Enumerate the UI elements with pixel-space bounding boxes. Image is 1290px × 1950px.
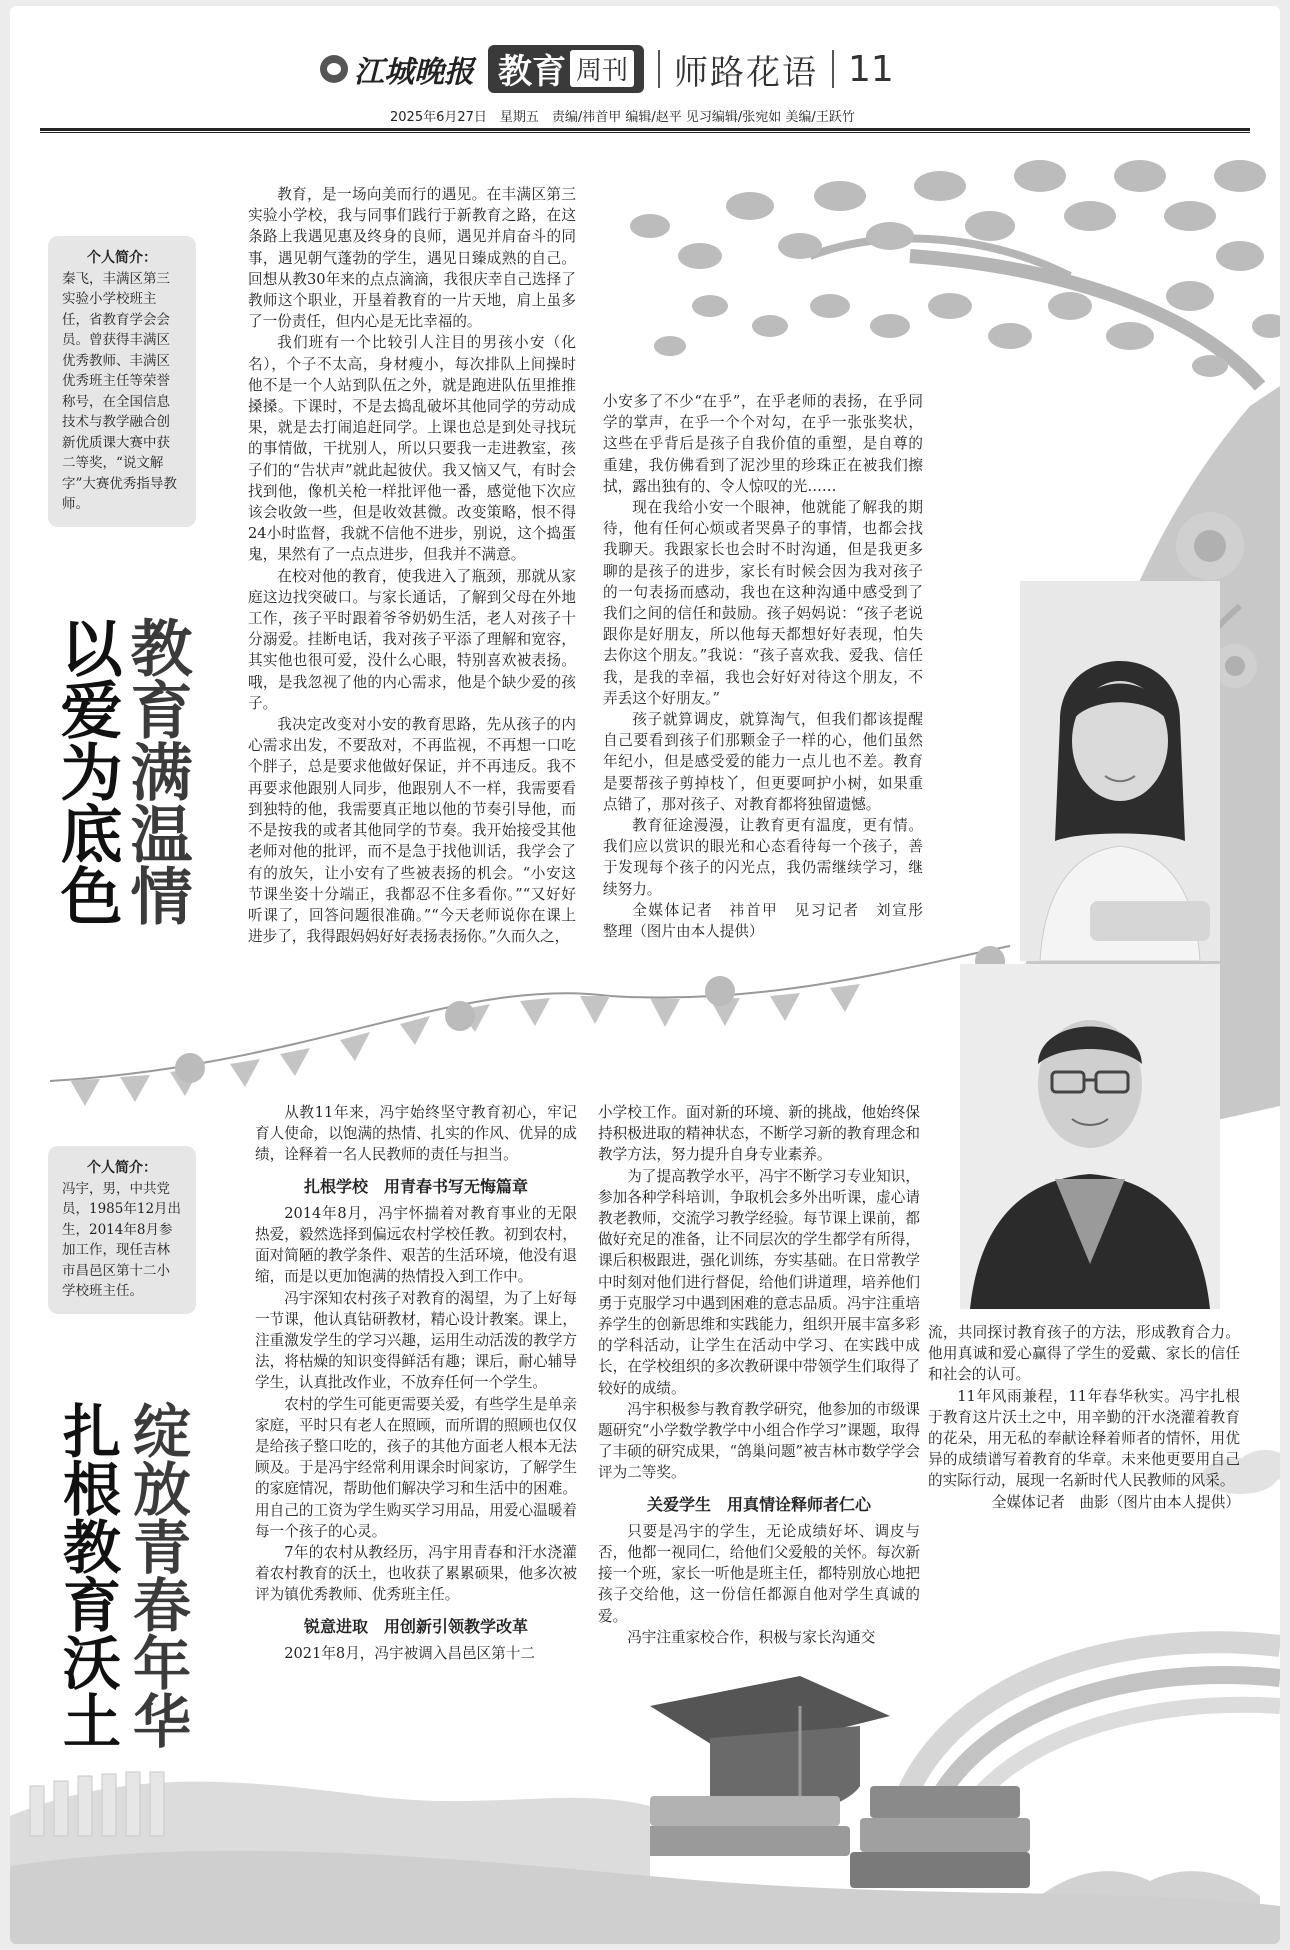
weekly-brand [488, 45, 644, 93]
graduation-cap [650, 1676, 890, 1814]
paragraph: 孩子就算调皮，就算淘气，但我们都该提醒自己要看到孩子们那颗金子一样的心，他们虽然年纪小，但是感受爱的能力一点儿也不差。教育是要帮孩子剪掉枝丫，但更要呵护小树，如果重点错了，那对孩子、对教育都将独留遗憾。 [603, 711, 923, 813]
paragraph: 冯宇深知农村孩子对教育的渴望，为了上好每一节课，他认真钻研教材，精心设计教案。课上，注重激发学生的学习兴趣，运用生动活泼的教学方法，将枯燥的知识变得鲜活有趣；课后，耐心辅导学生，认真批改作业，不放弃任何一个学生。 [255, 1289, 577, 1392]
article2-column-1 [255, 1102, 577, 1664]
article2-column-3 [928, 1322, 1240, 1513]
paragraph: 11年风雨兼程，11年春华秋实。冯宇扎根于教育这片沃土之中，用辛勤的汗水浇灌着教育的花朵，用无私的奉献诠释着师者的情怀，用优异的成绩谱写着教育的华章。未来他更要用自己的实际行动，展现一名新时代人民教师的风采。 [928, 1387, 1240, 1490]
paragraph: 在校对他的教育，使我进入了瓶颈，那就从家庭这边找突破口。与家长通话，了解到父母在外地工作，孩子平时跟着爷爷奶奶生活，老人对孩子十分溺爱。挂断电话，我对孩子平添了理解和宽容，其实他也很可爱，没什么心眼，特别喜欢被表扬。哦，是我忽视了他的内心需求，他是个缺少爱的孩子。 [248, 567, 576, 712]
paragraph: 教育征途漫漫，让教育更有温度，更有情。我们应以赏识的眼光和心态看待每一个孩子，善于发现每个孩子的闪光点，我仍需继续学习，继续努力。 [603, 817, 923, 898]
paragraph: 现在我给小安一个眼神，他就能了解我的期待，他有任何心烦或者哭鼻子的事情，也都会找我聊天。我跟家长也会时不时沟通，但是我更多聊的是孩子的进步，家长有时候会因为我对孩子的一句表扬而感动，我也在这种沟通中感受到了我们之间的信任和鼓励。孩子妈妈说：“孩子老说跟你是好朋友，所以他每天都想好好表现，怕失去你这个朋友。”我说：“孩子喜欢我、爱我、信任我，是我的幸福，我也会好好对待这个朋友，不弄丢这个好朋友。” [603, 499, 923, 707]
article1-column-2 [603, 391, 938, 942]
paragraph: 7年的农村从教经历，冯宇用青春和汗水浇灌着农村教育的沃土，也收获了累累硕果，他多次被评为镇优秀教师、优秀班主任。 [255, 1544, 577, 1604]
tree-leaves [630, 160, 1280, 377]
paragraph: 冯宇积极参与教育教学研究，他参加的市级课题研究“小学数学教学中小组合作学习”课题，取得了丰硕的研究成果，“鸽巢问题”被吉林市数学学会评为二等奖。 [598, 1400, 920, 1482]
profile-title: 个人简介： [87, 250, 157, 266]
profile-text: 冯宇，男，中共党员，1985年12月出生，2014年8月参加工作，现任吉林市昌邑区第十二小学校班主任。 [62, 1180, 182, 1299]
paragraph: 冯宇注重家校合作，积极与家长沟通交 [627, 1628, 876, 1646]
page-number: 11 [848, 48, 894, 90]
paper-logo [320, 47, 474, 91]
paragraph: 小学校工作。面对新的环境、新的挑战，他始终保持积极进取的精神状态，不断学习新的教育理念和教学方法，努力提升自身专业素养。 [598, 1104, 920, 1164]
paragraph: 流，共同探讨教育孩子的方法，形成教育合力。他用真诚和爱心赢得了学生的爱戴、家长的信任和社会的认可。 [928, 1324, 1240, 1384]
paragraph: 农村的学生可能更需要关爱，有些学生是单亲家庭，平时只有老人在照顾，而所谓的照顾也仅仅是给孩子整口吃的，孩子的其他方面老人根本无法顾及。于是冯宇经常利用课余时间家访，了解学生的家庭情况，帮助他们解决学习和生活中的困难。用自己的工资为学生购买学习用品，用爱心温暖着每一个孩子的心灵。 [255, 1395, 577, 1540]
byline: 全媒体记者 曲影（图片由本人提供） [991, 1493, 1240, 1511]
masthead [320, 44, 894, 94]
paragraph: 2021年8月，冯宇被调入昌邑区第十二 [284, 1644, 535, 1662]
article2-column-2 [598, 1102, 920, 1648]
subheading: 扎根学校 用青春书写无悔篇章 [303, 1176, 528, 1196]
paragraph: 只要是冯宇的学生，无论成绩好坏、调皮与否，他都一视同仁，给他们父爱般的关怀。每次新接一个班，家长一听他是班主任，都特别放心地把孩子交给他，这一份信任都源自他对学生真诚的爱。 [598, 1522, 920, 1625]
paragraph: 2014年8月，冯宇怀揣着对教育事业的无限热爱，毅然选择到偏远农村学校任教。初到农村，面对简陋的教学条件、艰苦的生活环境，他没有退缩，而是以更加饱满的热情投入到工作中。 [255, 1204, 577, 1286]
profile-box-qinfei [48, 236, 196, 527]
divider [832, 50, 834, 88]
section-title: 师路花语 [674, 52, 819, 93]
byline: 全媒体记者 祎首甲 见习记者 刘宣彤 整理（图片由本人提供） [603, 901, 938, 941]
book-stack [640, 1786, 1030, 1888]
subheading: 关爱学生 用真情诠释师者仁心 [646, 1494, 871, 1514]
headline-sub-1: 以爱为底色 [50, 616, 123, 926]
newspaper-page [10, 6, 1280, 1944]
paragraph: 我们班有一个比较引人注目的男孩小安（化名），个子不太高，身材瘦小，每次排队上间操时他不是一个人站到队伍之外，就是跑进队伍里推推搡搡。下课时，不是去捣乱破坏其他同学的劳动成果，就是去打闹追赶同学。上课也总是到处寻找玩的事情做，干扰别人，所以只要我一走进教室，孩子们的“告状声”就此起彼伏。我又恼又气，有时会找到他，像机关枪一样批评他一番，感觉他下次应该会收敛一些，但是收效甚微。改变策略，恨不得24小时监督，我就不信他不进步，别说，这个捣蛋鬼，果然有了一点点进步，但我并不满意。 [248, 334, 576, 564]
brand-name: 教育 [498, 51, 566, 92]
headline-main-1: 教育满温情 [120, 616, 193, 926]
paragraph: 从教11年来，冯宇始终坚守教育初心，牢记育人使命，以饱满的热情、扎实的作风、优异的成绩，诠释着一名人民教师的责任与担当。 [255, 1104, 577, 1164]
header-rule [40, 128, 1250, 131]
paragraph: 我决定改变对小安的教育思路，先从孩子的内心需求出发，不要敌对，不再监视，不再想一口吃个胖子，总是要求他做好保证，并不再违反。我不再要求他跟别人同步，他跟别人不一样，我需要看到独特的他，我需要真正地以他的节奏引导他，而不是按我的或者其他同学的节奏。我开始接受其他老师对他的批评，而不是急于找他训话，我学会了有的放矢，让小安有了些被表扬的机会。“小安这节课坐姿十分端正，我都忍不住多看你。”“又好好听课了，回答问题很准确。”“今天老师说你在课上进步了，我得跟妈妈好好表扬表扬你。”久而久之， [248, 716, 576, 946]
brand-suffix: 周刊 [570, 50, 634, 87]
paragraph: 教育，是一场向美而行的遇见。在丰满区第三实验小学校，我与同事们践行于新教育之路，在这条路上我遇见惠及终身的良师，遇见并肩奋斗的同事，遇见朝气蓬勃的学生，遇见日臻成熟的自己。回想从教30年来的点点滴滴，我很庆幸自己选择了教师这个职业，开垦着教育的一片天地，肩上虽多了一份责任，但内心是无比幸福的。 [248, 186, 576, 331]
paper-logo-icon [320, 55, 348, 83]
divider [658, 50, 660, 88]
profile-box-fengyu [48, 1146, 196, 1314]
headline-main-2: 绽放青春年华 [123, 1401, 191, 1749]
subheading: 锐意进取 用创新引领教学改革 [303, 1616, 528, 1636]
header-rule-thin [40, 132, 1250, 133]
headline-sub-2: 扎根教育沃土 [53, 1401, 121, 1749]
profile-text: 秦飞，丰满区第三实验小学校班主任，省教育学会会员。曾获得丰满区优秀教师、丰满区优秀班主任等荣誉称号，在全国信息技术与教学融合创新优质课大赛中获二等奖，“说文解字”大赛优秀指导教师。 [62, 270, 177, 512]
profile-title: 个人简介： [87, 1160, 157, 1176]
paragraph: 小安多了不少“在乎”，在乎老师的表扬，在乎同学的掌声，在乎一个个对勾，在乎一张张奖状，这些在乎背后是孩子自我价值的重塑，是自尊的重建，我仿佛看到了泥沙里的珍珠正在被我们擦拭，露出独有的、令人惊叹的光…… [603, 393, 923, 495]
issue-info-line: 2025年6月27日 星期五 责编/祎首甲 编辑/赵平 见习编辑/张宛如 美编/王跃竹 [390, 110, 855, 125]
teacher-photo-fengyu [960, 964, 1220, 1309]
teacher-photo-qinfei [1020, 581, 1220, 961]
article1-column-1 [248, 184, 576, 947]
paragraph: 为了提高教学水平，冯宇不断学习专业知识，参加各种学科培训，争取机会多外出听课，虚心请教老教师，交流学习教学经验。每节课上课前，都做好充足的准备，让不同层次的学生都学有所得，课后积极跟进，强化训练，夯实基础。在日常教学中时刻对他们进行督促，给他们讲道理，培养他们勇于克服学习中遇到困难的意志品质。冯宇注重培养学生的创新思维和实践能力，组织开展丰富多彩的学科活动，让学生在活动中学习、在实践中成长，在学校组织的多次教研课中带领学生们取得了较好的成绩。 [598, 1167, 920, 1397]
paper-name: 江城晚报 [354, 55, 474, 90]
